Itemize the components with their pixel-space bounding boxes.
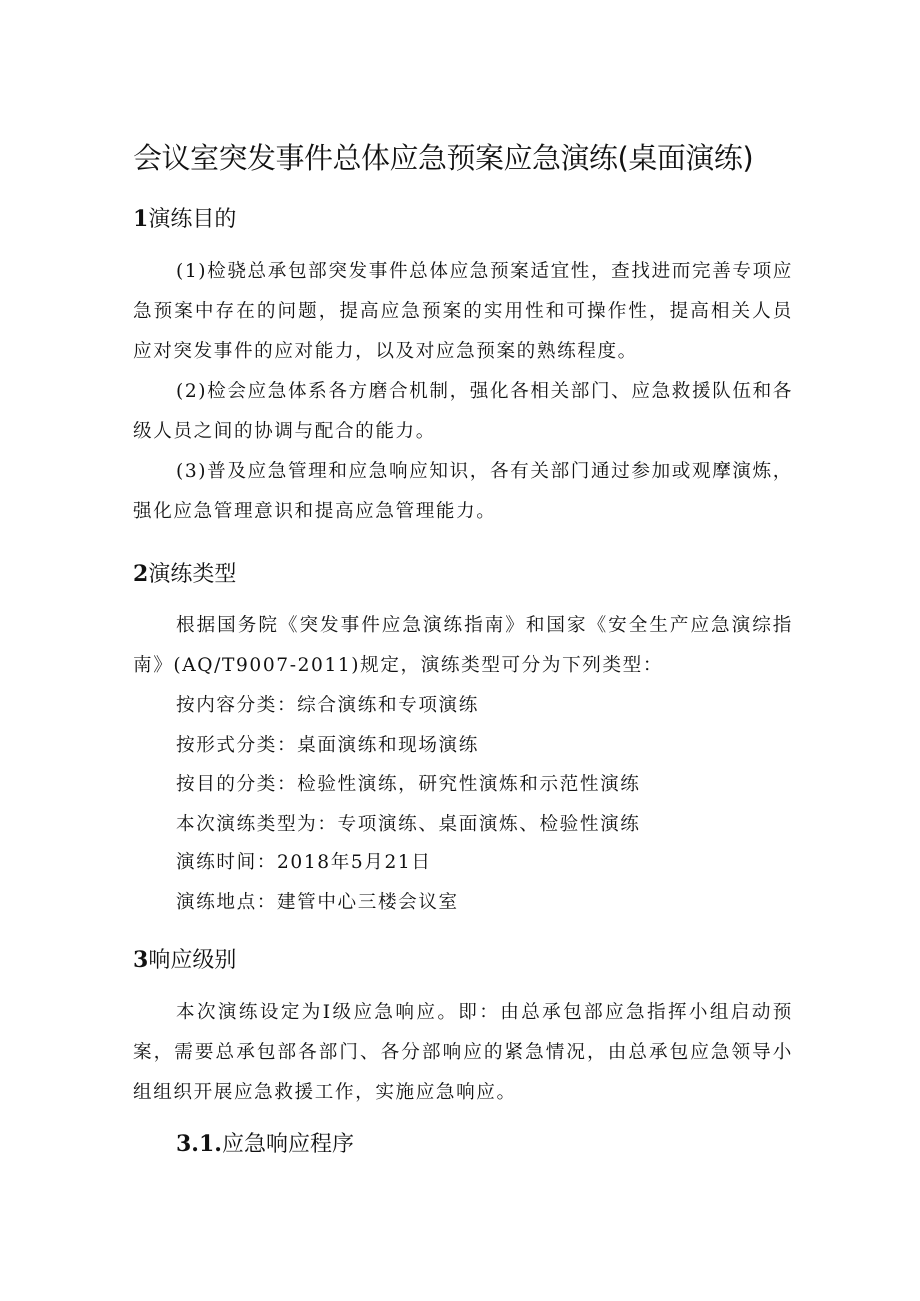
paragraph: (2)检会应急体系各方磨合机制，强化各相关部门、应急救援队伍和各级人员之间的协调与配合的能力。 <box>133 381 793 442</box>
section-title: 演练类型 <box>148 562 237 587</box>
paragraph: (1)检骁总承包部突发事件总体应急预案适宜性，查找进而完善专项应急预案中存在的问题，提高应急预案的实用性和可操作性，提高相关人员应对突发事件的应对能力，以及对应急预案的熟练程度。 <box>133 261 793 362</box>
paragraph: (3)普及应急管理和应急响应知识，各有关部门通过参加或观摩演炼，强化应急管理意识和提高应急管理能力。 <box>133 461 793 522</box>
section-heading-2 <box>133 557 236 588</box>
section-heading-1 <box>133 202 236 233</box>
section-number: 2 <box>133 561 149 587</box>
list-item: 按形式分类：桌面演练和现场演练 <box>176 735 479 756</box>
subsection-number: 3.1. <box>176 1131 222 1157</box>
section-title: 响应级别 <box>148 948 237 973</box>
list-item: 按内容分类：综合演练和专项演练 <box>176 695 479 716</box>
section-number: 3 <box>133 947 149 973</box>
document-title: 会议室突发事件总体应急预案应急演练(桌面演练) <box>133 141 754 175</box>
list-item: 演练时间：2018年5月21日 <box>176 852 432 873</box>
section-number: 1 <box>133 206 149 232</box>
subsection-heading <box>176 1127 354 1158</box>
paragraph: 本次演练设定为Ⅰ级应急响应。即：由总承包部应急指挥小组启动预案，需要总承包部各部门、各分部响应的紧急情况，由总承包应急领导小组组织开展应急救援工作，实施应急响应。 <box>133 1002 793 1103</box>
list-item: 演练地点：建管中心三楼会议室 <box>176 892 459 913</box>
subsection-title: 应急响应程序 <box>221 1132 354 1157</box>
list-item: 按目的分类：检验性演练，研究性演炼和示范性演练 <box>176 774 641 795</box>
paragraph: 根据国务院《突发事件应急演练指南》和国家《安全生产应急演综指南》(AQ/T9007-2011)规定，演练类型可分为下列类型： <box>133 615 793 676</box>
list-item: 本次演练类型为：专项演练、桌面演炼、检验性演练 <box>176 814 641 835</box>
section-heading-3 <box>133 943 236 974</box>
section-title: 演练目的 <box>148 207 237 232</box>
